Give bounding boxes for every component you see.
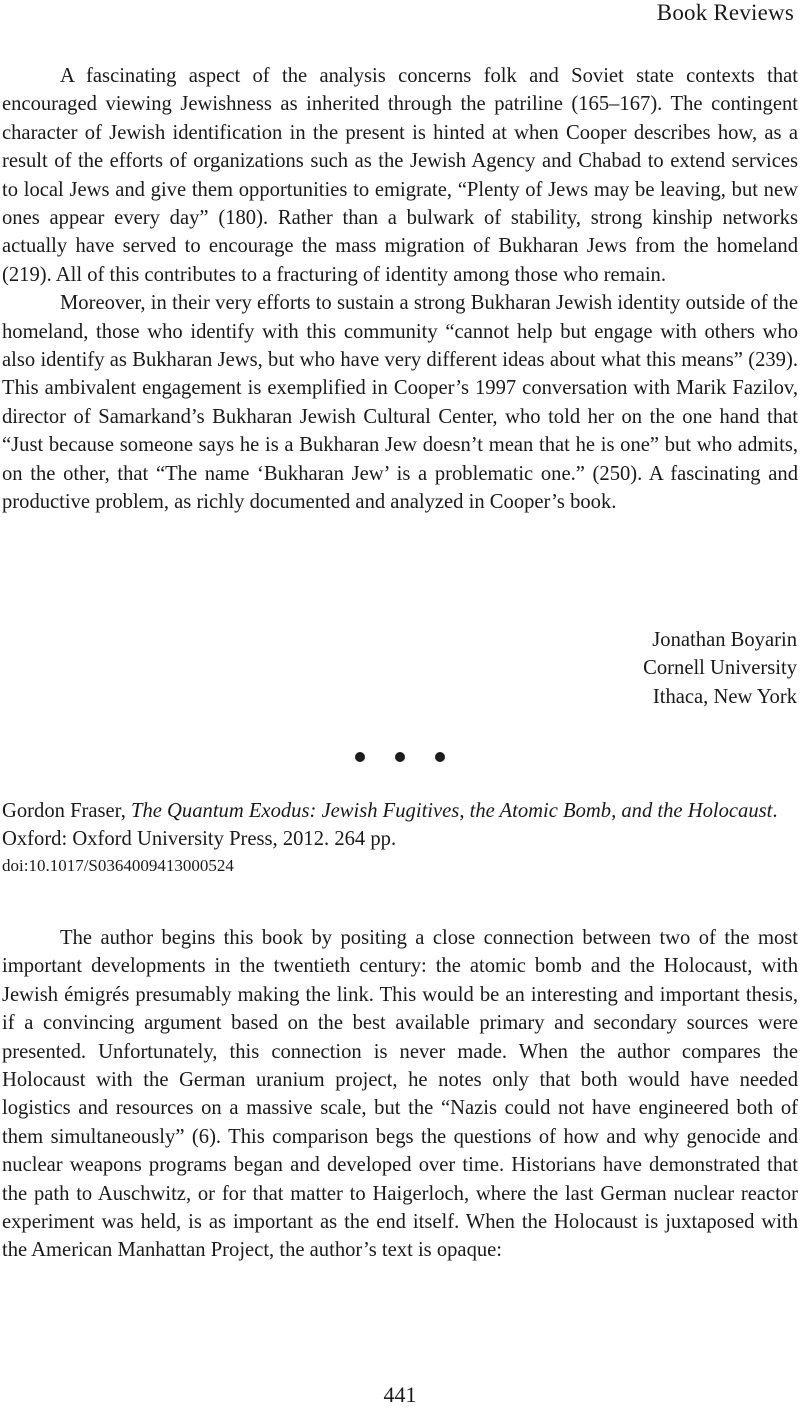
citation-title: The Quantum Exodus: Jewish Fugitives, the Atomic Bomb, and the Holocaust: [131, 800, 773, 822]
reviewer-institution: Cornell University: [643, 657, 797, 680]
reviewer-signature: [643, 626, 797, 711]
running-head: Book Reviews: [656, 0, 794, 25]
section-separator-dots: [355, 751, 445, 763]
review-2-paragraph-1: The author begins this book by positing a close connection between two of the most important developments in the twentieth century: the atomic bomb and the Holocaust, with Jewish émigrés presumably making the link. This would be an interesting and important thesis, if a convincing argument based on the best available primary and secondary sources were presented. Unfortunately, this connection is never made. When the author compares the Holocaust with the German uranium project, he notes only that both would have needed logistics and resources on a massive scale, but the “Nazis could not have engineered both of them simultaneously” (6). This comparison begs the questions of how and why genocide and nuclear weapons programs began and developed over time. Historians have demonstrated that the path to Auschwitz, or for that matter to Haigerloch, where the last German nuclear reactor experiment was held, is as important as the end itself. When the Holocaust is juxtaposed with the American Manhattan Project, the author’s text is opaque:: [2, 927, 798, 1262]
bullet-dot-icon: [435, 752, 445, 762]
review-1-body: [2, 62, 798, 517]
citation-author: Gordon Fraser,: [2, 800, 132, 822]
citation-doi[interactable]: doi:10.1017/S0364009413000524: [2, 856, 234, 875]
bullet-dot-icon: [355, 752, 365, 762]
reviewer-location: Ithaca, New York: [652, 685, 797, 708]
review-2-body: [2, 924, 798, 1265]
bullet-dot-icon: [395, 752, 405, 762]
page-number: 441: [383, 1382, 417, 1407]
citation-publication: . Oxford: Oxford University Press, 2012. 264 pp.: [2, 800, 778, 851]
review-1-paragraph-1: A fascinating aspect of the analysis concerns folk and Soviet state contexts that encouraged viewing Jewishness as inherited through the patriline (165–167). The contingent character of Jewish identification in the present is hinted at when Cooper describes how, as a result of the efforts of organizations such as the Jewish Agency and Chabad to extend services to local Jews and give them opportunities to emigrate, “Plenty of Jews may be leaving, but new ones appear every day” (180). Rather than a bulwark of stability, strong kinship networks actually have served to encourage the mass migration of Bukharan Jews from the homeland (219). All of this contributes to a fracturing of identity among those who remain.: [2, 65, 798, 286]
reviewer-name: Jonathan Boyarin: [652, 629, 797, 651]
review-1-paragraph-2: Moreover, in their very efforts to sustain a strong Bukharan Jewish identity outside of the homeland, those who identify with this community “cannot help but engage with others who also identify as Bukharan Jews, but who have very different ideas about what this means” (239). This ambivalent engagement is exemplified in Cooper’s 1997 conversation with Marik Fazilov, director of Samarkand’s Bukharan Jewish Cultural Center, who told her on the one hand that “Just because someone says he is a Bukharan Jew doesn’t mean that he is one” but who admits, on the other, that “The name ‘Bukharan Jew’ is a problematic one.” (250). A fascinating and productive problem, as richly documented and analyzed in Cooper’s book.: [2, 292, 798, 514]
book-citation: [2, 797, 798, 854]
